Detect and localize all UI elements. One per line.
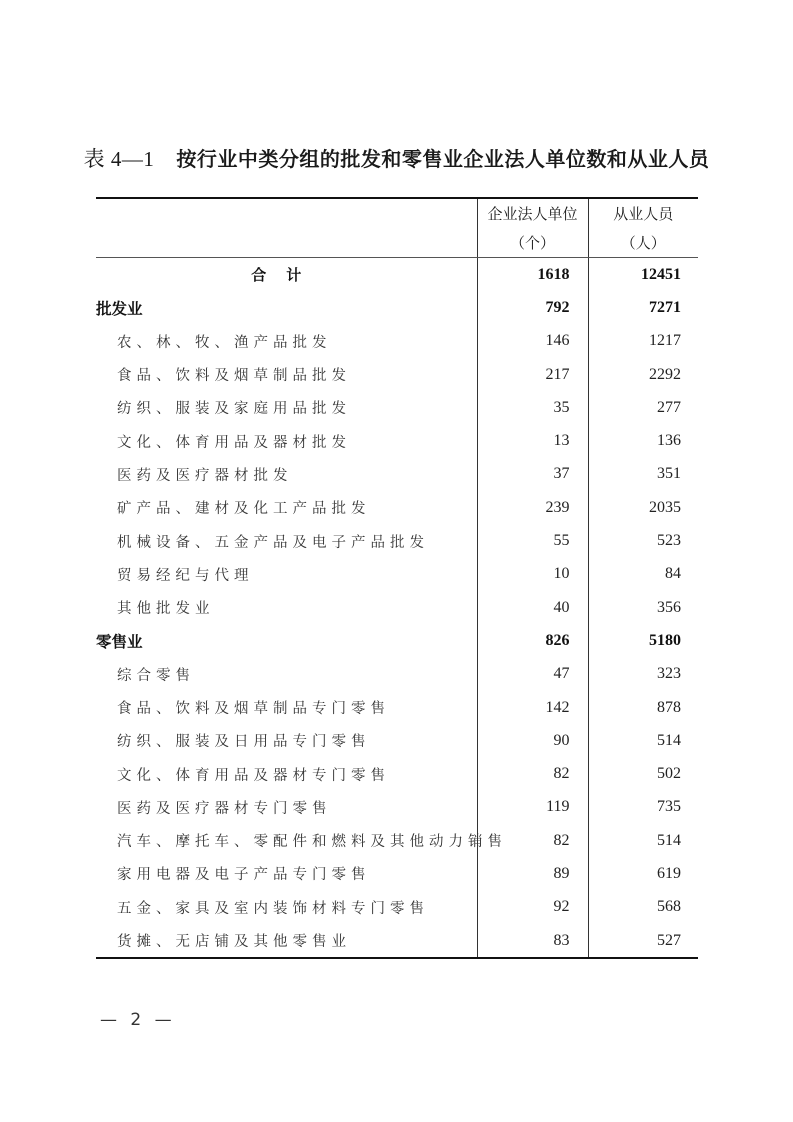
employees-cell: 514: [588, 724, 698, 757]
units-cell: 37: [477, 458, 588, 491]
row-label: 文化、体育用品及器材专门零售: [117, 767, 390, 784]
employees-cell: 323: [588, 658, 698, 691]
table-row: [96, 591, 698, 624]
employees-cell: 568: [588, 891, 698, 924]
table-row: [96, 358, 698, 391]
table-row: [96, 658, 698, 691]
employees-cell: 523: [588, 524, 698, 557]
table-row: [96, 691, 698, 724]
units-cell: 217: [477, 358, 588, 391]
header-category-unit: [96, 228, 477, 258]
employees-cell: 502: [588, 757, 698, 790]
header-employees: 从业人员: [588, 198, 698, 228]
header-employees-unit: （人）: [588, 228, 698, 258]
employees-cell: 619: [588, 857, 698, 890]
group-row: [96, 624, 698, 657]
row-label: 家用电器及电子产品专门零售: [117, 867, 371, 884]
row-label: 机械设备、五金产品及电子产品批发: [117, 534, 429, 551]
row-label: 纺织、服装及日用品专门零售: [117, 734, 371, 751]
employees-cell: 356: [588, 591, 698, 624]
total-row: [96, 258, 698, 292]
row-label: 批发业: [96, 299, 143, 318]
units-cell: 82: [477, 757, 588, 790]
table-row: [96, 491, 698, 524]
employees-cell: 7271: [588, 291, 698, 324]
employees-cell: 514: [588, 824, 698, 857]
table-row: [96, 325, 698, 358]
table-row: [96, 891, 698, 924]
data-table-container: [96, 197, 698, 959]
employees-cell: 2292: [588, 358, 698, 391]
units-cell: 826: [477, 624, 588, 657]
row-label: 纺织、服装及家庭用品批发: [117, 401, 351, 418]
header-row: [96, 198, 698, 228]
employees-cell: 5180: [588, 624, 698, 657]
row-label: 合计: [251, 266, 322, 285]
row-label: 矿产品、建材及化工产品批发: [117, 501, 371, 518]
row-label: 五金、家具及室内装饰材料专门零售: [117, 900, 429, 917]
row-label: 贸易经纪与代理: [117, 567, 254, 584]
units-cell: 119: [477, 791, 588, 824]
units-cell: 55: [477, 524, 588, 557]
units-cell: 10: [477, 558, 588, 591]
table-row: [96, 524, 698, 557]
units-cell: 239: [477, 491, 588, 524]
units-cell: 92: [477, 891, 588, 924]
table-title-text: 按行业中类分组的批发和零售业企业法人单位数和从业人员: [176, 147, 710, 171]
units-cell: 83: [477, 924, 588, 958]
data-table: [96, 197, 698, 959]
employees-cell: 527: [588, 924, 698, 958]
header-units-unit: （个）: [477, 228, 588, 258]
table-row: [96, 757, 698, 790]
table-row: [96, 824, 698, 857]
row-label: 零售业: [96, 632, 143, 651]
row-label: 食品、饮料及烟草制品批发: [117, 368, 351, 385]
group-row: [96, 291, 698, 324]
units-cell: 89: [477, 857, 588, 890]
header-units: 企业法人单位: [477, 198, 588, 228]
header-category: [96, 198, 477, 228]
units-cell: 35: [477, 391, 588, 424]
table-row: [96, 558, 698, 591]
row-label: 其他批发业: [117, 601, 215, 618]
units-cell: 1618: [477, 258, 588, 292]
employees-cell: 136: [588, 424, 698, 457]
units-cell: 40: [477, 591, 588, 624]
table-title: [0, 143, 793, 173]
units-cell: 90: [477, 724, 588, 757]
employees-cell: 2035: [588, 491, 698, 524]
table-row: [96, 391, 698, 424]
row-label: 食品、饮料及烟草制品专门零售: [117, 701, 390, 717]
table-row: [96, 791, 698, 824]
row-label: 医药及医疗器材专门零售: [117, 800, 332, 817]
table-number: 表 4—1: [83, 147, 155, 171]
employees-cell: 878: [588, 691, 698, 724]
row-label: 货摊、无店铺及其他零售业: [96, 924, 477, 958]
header-unit-row: [96, 228, 698, 258]
table-row: [96, 857, 698, 890]
units-cell: 142: [477, 691, 588, 724]
table-row: [96, 424, 698, 457]
table-row: [96, 924, 698, 958]
row-label: 汽车、摩托车、零配件和燃料及其他动力销售: [117, 834, 507, 851]
table-row: [96, 724, 698, 757]
employees-cell: 351: [588, 458, 698, 491]
table-row: [96, 458, 698, 491]
employees-cell: 84: [588, 558, 698, 591]
row-label: 医药及医疗器材批发: [117, 467, 293, 484]
row-label: 文化、体育用品及器材批发: [117, 434, 351, 451]
units-cell: 146: [477, 325, 588, 358]
page-number: — 2 —: [100, 1010, 176, 1030]
row-label: 农、林、牧、渔产品批发: [117, 334, 332, 351]
row-label: 综合零售: [117, 667, 195, 684]
employees-cell: 1217: [588, 325, 698, 358]
employees-cell: 12451: [588, 258, 698, 292]
table-body: [96, 258, 698, 959]
units-cell: 82: [477, 824, 588, 857]
units-cell: 792: [477, 291, 588, 324]
employees-cell: 277: [588, 391, 698, 424]
units-cell: 13: [477, 424, 588, 457]
units-cell: 47: [477, 658, 588, 691]
employees-cell: 735: [588, 791, 698, 824]
